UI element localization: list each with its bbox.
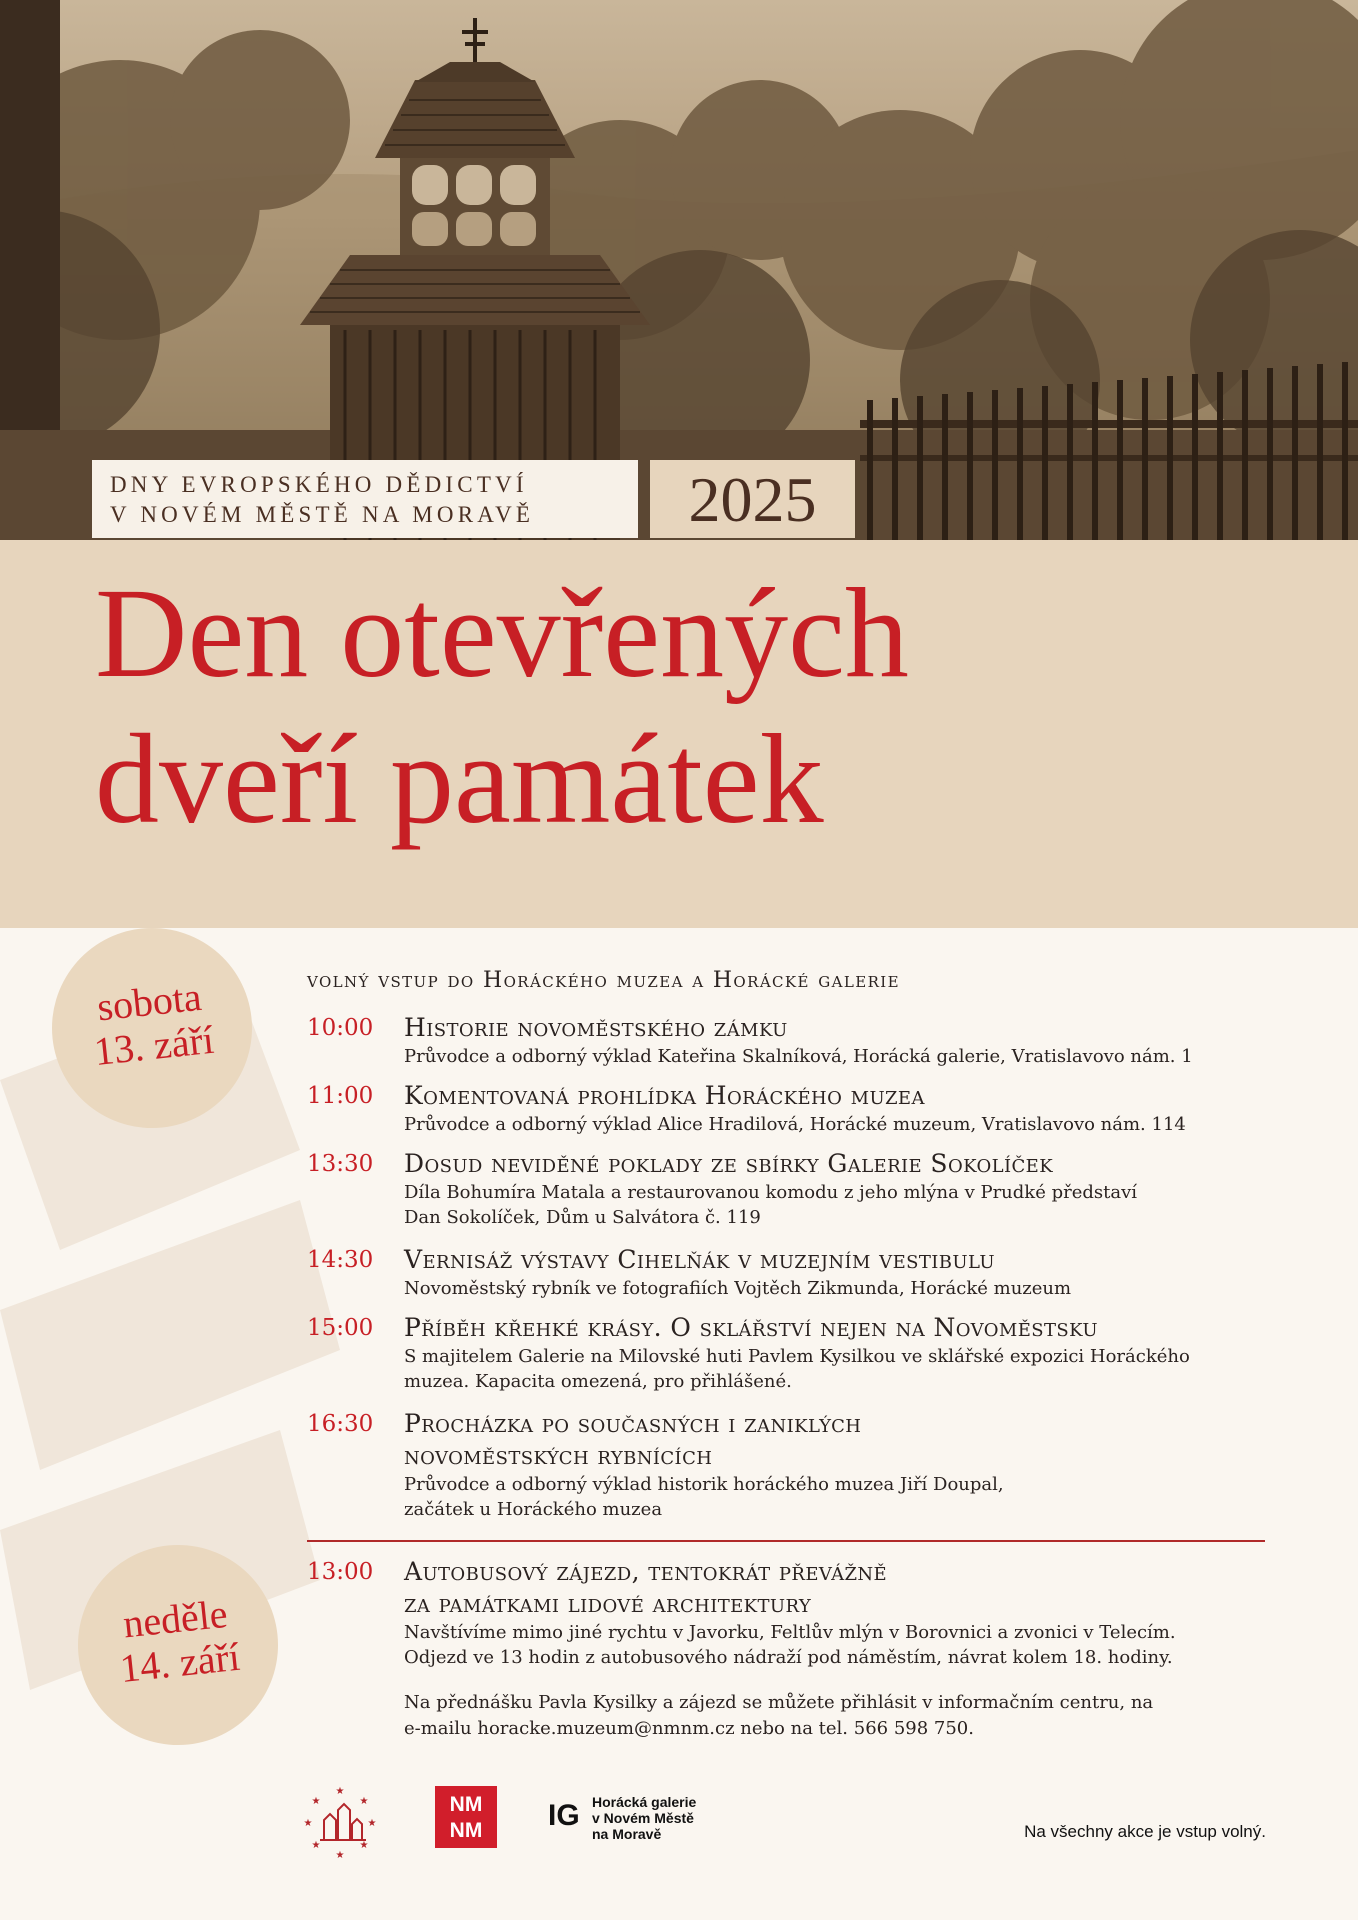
hg-line-1: Horácká galerie [592, 1794, 697, 1810]
event-description: Odjezd ve 13 hodin z autobusového nádraží pod náměstím, návrat kolem 18. hodiny. [404, 1647, 1173, 1668]
event-time: 13:00 [307, 1559, 374, 1585]
european-heritage-days-logo-icon [300, 1780, 380, 1860]
event-time: 14:30 [307, 1247, 374, 1273]
event-item [307, 1244, 1317, 1301]
note-line-1: Na přednášku Pavla Kysilky a zájezd se můžete přihlásit v informačním centru, na [404, 1692, 1154, 1713]
hg-line-3: na Moravě [592, 1826, 662, 1842]
nmnm-logo-top: NM [449, 1793, 483, 1816]
event-description: Díla Bohumíra Matala a restaurovanou komodu z jeho mlýna v Prudké představí [404, 1182, 1138, 1203]
event-time: 10:00 [307, 1015, 374, 1041]
event-item [307, 1556, 1317, 1670]
note-line-2: e-mailu horacke.muzeum@nmnm.cz nebo na tel. 566 598 750. [404, 1718, 974, 1739]
svg-text:★: ★ [335, 1786, 345, 1797]
event-time: 11:00 [307, 1083, 374, 1109]
event-title: Procházka po současných i zaniklých [404, 1409, 862, 1438]
event-item [307, 1312, 1317, 1394]
title-line-1: Den otevřených [95, 562, 909, 704]
event-title: novoměstských rybnících [404, 1441, 713, 1470]
registration-note [404, 1690, 1284, 1742]
event-title: Historie novoměstského zámku [404, 1013, 788, 1042]
event-item [307, 1148, 1317, 1230]
event-description: Novoměstský rybník ve fotografiích Vojtěch Zikmunda, Horácké muzeum [404, 1278, 1072, 1299]
event-title: Autobusový zájezd, tentokrát převážně [404, 1557, 888, 1586]
event-description: začátek u Horáckého muzea [404, 1499, 663, 1520]
svg-text:★: ★ [311, 1796, 321, 1807]
nmnm-logo-icon [435, 1786, 497, 1848]
event-description: Průvodce a odborný výklad Kateřina Skalníková, Horácká galerie, Vratislavovo nám. 1 [404, 1046, 1193, 1067]
event-description: Průvodce a odborný výklad historik horáckého muzea Jiří Doupal, [404, 1474, 1004, 1495]
event-description: muzea. Kapacita omezená, pro přihlášené. [404, 1371, 792, 1392]
heritage-days-label [92, 460, 638, 538]
event-title: za památkami lidové architektury [404, 1589, 812, 1618]
event-description: Průvodce a odborný výklad Alice Hradilová, Horácké muzeum, Vratislavovo nám. 114 [404, 1114, 1186, 1135]
belfry-landscape-image [0, 0, 1358, 540]
event-title: Komentovaná prohlídka Horáckého muzea [404, 1081, 925, 1110]
heritage-line-2: V NOVÉM MĚSTĚ NA MORAVĚ [110, 502, 535, 527]
heritage-line-1: DNY EVROPSKÉHO DĚDICTVÍ [110, 472, 528, 497]
event-description: S majitelem Galerie na Milovské huti Pavlem Kysilkou ve sklářské expozici Horáckého [404, 1346, 1190, 1367]
header-photo [0, 0, 1358, 540]
hg-line-2: v Novém Městě [592, 1810, 694, 1826]
event-title: Vernisáž výstavy Cihelňák v muzejním vestibulu [404, 1245, 995, 1274]
svg-text:★: ★ [367, 1818, 377, 1829]
free-admission-note: Na všechny akce je vstup volný. [1024, 1822, 1266, 1841]
horacka-galerie-logo-icon: IG [548, 1799, 580, 1832]
event-item [307, 1408, 1317, 1522]
event-item [307, 1080, 1317, 1137]
sunday-date: 14. září [117, 1633, 242, 1692]
saturday-name: sobota [94, 973, 204, 1030]
event-time: 15:00 [307, 1315, 374, 1341]
svg-text:★: ★ [335, 1850, 345, 1860]
event-title: Příběh křehké krásy. O sklářství nejen na Novoměstsku [404, 1313, 1098, 1342]
event-title: Dosud neviděné poklady ze sbírky Galerie Sokolíček [404, 1149, 1054, 1178]
page-title [95, 560, 1295, 852]
event-time: 16:30 [307, 1411, 374, 1437]
horacka-galerie-name [592, 1794, 752, 1842]
free-entry-heading: volný vstup do Horáckého muzea a Horácké galerie [307, 968, 900, 993]
event-description: Dan Sokolíček, Dům u Salvátora č. 119 [404, 1207, 761, 1228]
year-label: 2025 [650, 460, 855, 538]
section-divider [307, 1540, 1265, 1542]
event-description: Navštívíme mimo jiné rychtu v Javorku, Feltlův mlýn v Borovnici a zvonici v Telecím. [404, 1622, 1176, 1643]
sunday-name: neděle [120, 1590, 230, 1647]
nmnm-logo-bottom: NM [449, 1819, 483, 1842]
event-item [307, 1012, 1317, 1069]
svg-text:★: ★ [359, 1796, 369, 1807]
title-line-2: dveří památek [95, 708, 824, 850]
svg-text:★: ★ [311, 1840, 321, 1851]
event-time: 13:30 [307, 1151, 374, 1177]
svg-text:★: ★ [303, 1818, 313, 1829]
saturday-date: 13. září [91, 1016, 216, 1075]
svg-text:★: ★ [359, 1840, 369, 1851]
